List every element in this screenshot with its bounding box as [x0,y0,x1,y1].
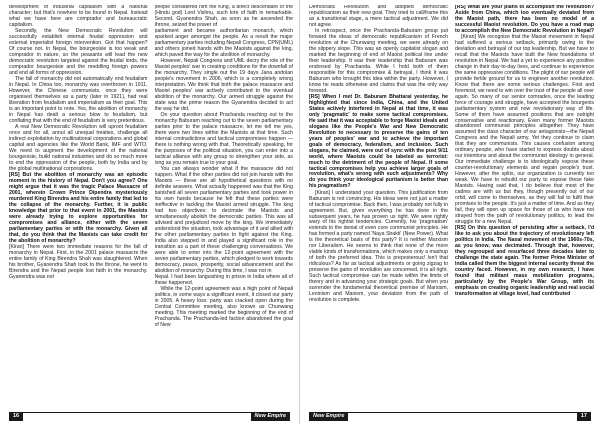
page-number: 17 [577,412,591,421]
right-column-2 [455,5,594,410]
interview-question: [RS] On this question of persisting after a setback, I'd like to ask you about the trajectory of revolutionary left politics in India. The Naxal movement of the 1960s-70s, as you know, was decimated. Through that, however, they regrouped and resurfaced three decades later to challenge the state again. The former Prime Minister of India called them the biggest internal security threat the country faced. However, in my own research, I have found that militant mass mobilization programs, particularly by the People's War Group, with its emphasis on creating organic leadership and real social transformation at village level, had contributed [455,225,594,297]
interview-question: [RS] But the abolition of monarchy was an episodic moment in the history of Nepal. Don't you agree? One might argue that it was the tragic Palace Massacre of 2001, wherein Crown Prince Dipendra mysteriously murdered King Birendra and his entire family that led to the collapse of the monarchy. Further, it is public knowledge that prior to that event in 2001, the Maoists were already trying to explore opportunities for compromises and alliance, either with the seven parliamentary parties or with the monarchy. Given all that, do you think that the Maoists can take credit for the abolition of monarchy? [9,172,148,244]
magazine-name: New Empire [251,412,290,421]
paragraph: On your question about Prachanda reaching out to the monarchy Baburam reaching out to the seven parliamentary parties prior to the palace massacre, let me tell me yes, there were two lines within the Maoists at that time. Such internal contradictions and tactical compromises happen — there is nothing wrong with that. Theoretically speaking, for the purposes of the political situation, you can enter into a tactical alliance with any group to strengthen your side, as long as you remain true to your goal. [154,112,293,166]
paragraph: people considered him the King, a direct descendant of the (Hindu god) Lord Vishnu, such lore of faith in remarkable. Second, Gyanendra Shah, as soon as he ascended the throne, seized the power of [154,5,293,28]
paragraph: In retrospect, once the Prachanda-Baburam group put forward the ideas of democratic republicanism of French revolution at the Chunwang meeting, we were already on the slippery slope. This was an openly capitalist slogan and marked the beginning of end of Maoist political line under their leadership. It was their leadership that Baburam was endorsed by Prachanda. While I hold both of them responsible for this compromise & betrayal, I think it was Baburam who brought this idea within the party. However, I know he reads otherwise and claims that was the only way forward. [309,28,448,94]
paragraph: [Kiran] There were two immediate reasons for the fall of monarchy in Nepal. First, in the 2001 palace massacre the entire family of King Birendra Shah was slaughtered. When his brother, Gyanendra Shah took to the throne, he went to Birendra and the Nepali people lost faith in the monarchy. Gyanendra was not [9,244,148,280]
paragraph: While the 12-point agreement was a high point of Nepali politics, in some ways a significant event, it closed our party in 2005. A heavy loss: party was cracked open during the Central Committee meeting, also known as Chunwang meeting. This meeting marked the beginning of the end of Prachanda. The Prachanda-led faction abandoned the goal of New [154,286,293,328]
left-page-footer [9,412,290,421]
right-page-columns [309,5,594,410]
paragraph: However, Nepali Congress and UML decry the role of the Maoist peoples' war in creating conditions for the downfall of the monarchy. They single out the 19 days Jana andolan people's movement in 2006, which is a completely wrong interpretation. We think that both the palace massacre and Maoist peoples' war actively contributed to the eventual abolition of the monarchy. Our armed struggle against the state was the prime reason the Gyanendra decided to act the way he did. [154,58,293,112]
paragraph: Nepal. I had been languishing in prison in India where all of these happened. [154,273,293,286]
footer-rule [23,412,250,421]
right-column-1 [309,5,448,410]
paragraph: [Kiran] I understand your question. This justification from Baburam is not convincing. His ideas were not just a matter of tactical compromise. Back then, I was probably not fully in agreement. But, given everything he has done in the subsequent years, he has proven us right. We were rightly wary of his rightist tendencies. Currently, his 'pragmatism' extends to the denial of even core communist principles. He has formed a party named 'Naya Shakti' (New Power). What is the theoretical basis of this party? It is neither Marxism nor Liberalism. He seems to think that none of the more viable kinds of transformations, which makes only a mashup of both the preferred idea. This is preposterous! Isn't that ridiculous? As far as tactical adjustments or going zigzag to preserve the gains of revolution are concerned, it is all right. Such tactical compromise can be made within the limits of theory and in advancing your strategic goals. But when you surrender the fundamental theoretical premise of Marxism, Leninism and Maoism, your deviation from the path of revolution is complete. [309,189,448,303]
interview-question: [RS] What are your plans to accomplish the revolution? Aside from China, which too eventually deviated from the Maoist path, there has been no model of a successful Maoist revolution. Do you have a road map to accomplish the New Democratic Revolution in Nepal? [455,5,594,34]
paragraph: Democratic Revolution and adopted democratic republicanism as their new goal. They tried to call/frame this as a transitional stage, a mere tactical adjustment. We did not agree. [309,5,448,28]
right-page-footer [309,412,591,421]
paragraph: A real New Democratic Revolution will uproot feudalism once and for all, annul all unequal treaties, challenge all indirect exploitation by multinational corporations and global capital and agencies like the World Bank, IMF and WTO. We need to augment the development of the national bourgeoisie, build national industries and do so much more to end the oppression of the people, both by India and by the global multinational corporations. [9,124,148,172]
paragraph: You can always wonder what if the massacre did not happen. What if the other parties did not join hands with the Maoists — these are all hypothetical questions with no definite answers. What actually happened was that the King banished all seven parliamentary parties and took power in his own hands because he felt that these parties were ineffective in tackling the Maoist armed struggle. The king had two objectives: to decimate the Maoists and simultaneously abolish the democratic parties. This was all advised and prejudiced move by the king. We immediately understood the situation, took advantage of it and allied with the other parliamentary parties to fight against the King. India also stepped in and played a significant role in the transition as a part of these challenging conversations. We were able to enter into the 12-point agreement with the seven parliamentary parties, which pledged to work towards democracy, peace, prosperity, social advancement and the abolition of monarchy. During this time, I was not in [154,166,293,274]
right-page [300,0,600,424]
paragraph: [Kiran] We recognize that the Maoist movement in Nepal had suffered a serious setback, primarily owing to the deviation and betrayal of our top leadership. But we have to recall that the Maoists have built the New foundations of revolution in Nepal. We had a yet to experience any positive change in their day-to-day lives, and continue to experience the same oppressive conditions. The plight of our people will provide fertile ground for us to engineer another revolution. Know that there are some serious challenges. First and foremost, we need to win over the trust of the people all over again. So many of our senior comrades, once the leading force of courage and struggle, have accepted the bourgeois parliamentary system and now revolutionary way of life. Some of them have assumed positions that are outright conservative and reactionary. Even many former Maoists abandoned communist principles altogether. They have assumed the class character of our antagonists—the Nepali Congress and the Nepali army. Yet they continue to claim that they are communists. This causes confusion among ordinary people, who have started to express doubts about our intentions and about the communist ideology in general. Our immediate challenge is to ideologically expose these counter-revolutionary elements and regain people's trust. However, after the splits, our organization is currently too weak. We have to rebuild our party to expose these fake Maoists. Having said that, I do believe that most of the cadres are with us but they, though presently out of our orbit, will come to themselves, as they will fail to fulfil their promises to the people. It's just a matter of time. And as they fail, they will open up space for those of us who have not strayed from the path of revolutionary politics, to lead the struggle for a new Nepal. [455,34,594,225]
left-page-columns [9,5,293,410]
magazine-name: New Empire [309,412,348,421]
left-column-2 [155,5,294,410]
page-number: 16 [9,412,23,421]
paragraph: parliament and became authoritarian monarch, which sparked anger amongst the people. As a result the major parliamentary parties including Nepali Congress, CPN(UML) and others joined hands with the Maoists against the king, which paved the way for the abolition of monarchy. [154,28,293,59]
paragraph: The fall of monarchy did not automatically end feudalism in Nepal. In China too, monarchy was overthrown in 1911. However, the Chinese communists, once they were organised themselves as a party (later in 1921), had real liberation from feudalism and imperialism as their goal. This is an important point to note. Yes, the abolition of monarchy in Nepal has dealt a serious blow to feudalism, but conflating that with the end of feudalism is very pretentious. [9,76,148,124]
left-column-1 [9,5,148,410]
interview-question: [RS] When I met Dr. Baburam Bhattarai yesterday, he highlighted that since India, China, and the United States actively interfered in Nepal at that time, it was only 'pragmatic' to make some tactical compromises. He said that it was acceptable to forge Maoist ideals and slogans like the People's War and New Democratic Revolution to necessary to preserve the gains of ten years of peoples' war and to achieve the important goals of democracy, federalism, and inclusion. Such slogans, he claimed, were out of sync with the post 9/11 world, where Maoists could be labeled as terrorist: much to the detriment of the people of Nepal. If some tactical compromises help you achieve larger goals of revolution, what's wrong with such adjustments? Why do you think your ideological puritanism is better than his pragmatism? [309,94,448,190]
paragraph: development of industrial capitalism with a national character; but that's nowhere to be found in Nepal. Instead what we have here are comprador and bureaucratic capitalism. [9,5,148,28]
paragraph: Secondly, the New Democratic Revolution will successfully establish internal feudal oppression and external imperialist foreign intervention. Got that happen? Of course not. In Nepal, the bourgeoisie is too weak and comprador in nature, so the peasants will lead the new democratic revolution targeted against the feudal lords, the comprador bourgeoisie and the meddling foreign powers and end all forms of oppression. [9,28,148,76]
footer-rule [348,412,576,421]
